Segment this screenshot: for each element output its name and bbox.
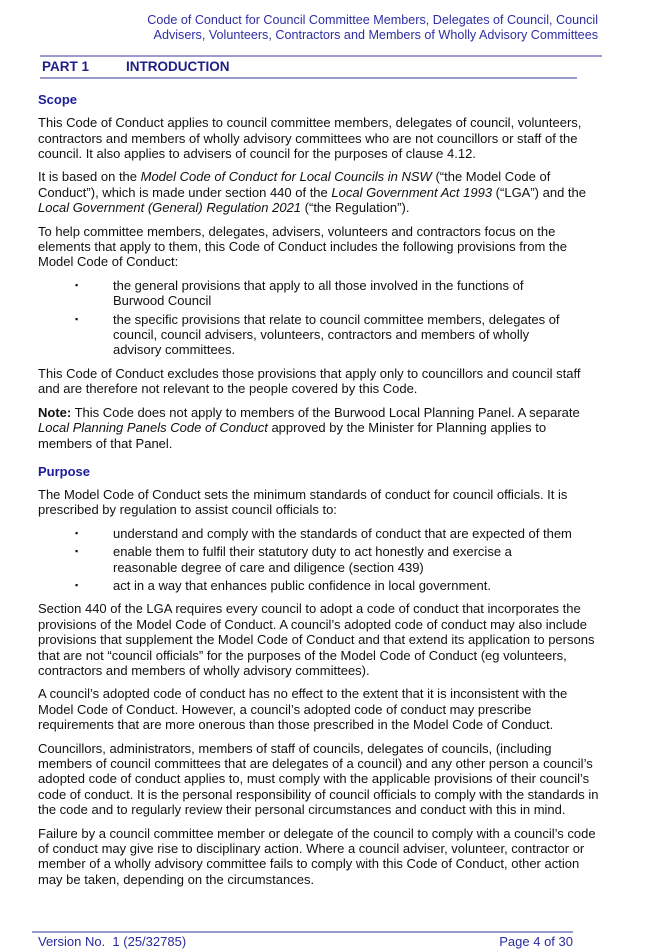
footer-row [32, 933, 573, 949]
text-run-italic: Local Government (General) Regulation 2021 [38, 200, 302, 216]
scope-paragraph-3: To help committee members, delegates, advisers, volunteers and contractors focus on the elements that apply to them, this Code of Conduct includes the following provisions from the Model Code of Conduct: [38, 223, 567, 270]
purpose-paragraph-5: Failure by a council committee member or delegate of the council to comply with a council’s code of conduct may give rise to disciplinary action. Where a council adviser, volunteer, contractor or member of a wholly advisory committee fails to comply with this Code of Conduct, other action may be taken, depending on the circumstances. [38, 825, 596, 887]
bullet-icon: ▪ [75, 546, 79, 557]
bullet-text: enable them to fulfil their statutory duty to act honestly and exercise a reasonable degree of care and diligence (section 439) [113, 544, 512, 575]
bullet-text: act in a way that enhances public confidence in local government. [113, 577, 491, 593]
scope-paragraph-4: This Code of Conduct excludes those provisions that apply only to councillors and council staff and are therefore not relevant to the people covered by this Code. [38, 365, 581, 397]
text-run-italic: Local Planning Panels Code of Conduct [38, 420, 268, 436]
text-run: (“the Model Code of Conduct”), which is made under section 440 of the [38, 169, 551, 200]
text-run: (“LGA”) and the [492, 184, 586, 200]
bullet-icon: ▪ [75, 313, 79, 324]
section-heading-scope: Scope [38, 92, 78, 108]
document-header [120, 13, 598, 42]
bullet-icon: ▪ [75, 279, 79, 290]
part-number: PART 1 [42, 59, 90, 75]
text-run-italic: Model Code of Conduct for Local Councils in NSW [140, 169, 432, 185]
scope-note-paragraph [38, 405, 600, 451]
bullet-text: the specific provisions that relate to council committee members, delegates of council, council advisers, volunteers, contractors and members of wholly advisory committees. [113, 311, 560, 358]
bullet-text: the general provisions that apply to all those involved in the functions of Burwood Council [113, 277, 524, 309]
footer-page-number: Page 4 of 30 [499, 934, 573, 949]
purpose-paragraph-4: Councillors, administrators, members of staff of councils, delegates of councils, (including members of council committees that are delegates of a council) and any other person a council’s adopted code of conduct applies to, must comply with the applicable provisions of their council’s code of conduct. It is the personal responsibility of council officials to comply with the standards in the code and to regularly review their personal circumstances and conduct with this in mind. [38, 740, 599, 818]
part-heading [40, 57, 577, 79]
bullet-list-item [75, 544, 575, 575]
text-run: It is based on the [38, 169, 141, 185]
bullet-icon: ▪ [75, 527, 79, 538]
note-label: Note: [38, 404, 72, 420]
text-run: (“the Regulation”). [301, 200, 410, 216]
section-heading-purpose: Purpose [38, 463, 91, 479]
bullet-list-item [75, 578, 575, 593]
text-run: This Code does not apply to members of the Burwood Local Planning Panel. A separate [71, 404, 580, 420]
footer-version: Version No. 1 (25/32785) [38, 934, 187, 949]
purpose-paragraph-3: A council’s adopted code of conduct has no effect to the extent that it is inconsistent with the Model Code of Conduct. However, a council’s adopted code of conduct may prescribe requirements that are more onerous than those prescribed in the Model Code of Conduct. [38, 686, 568, 733]
text-run-italic: Local Government Act 1993 [331, 184, 493, 200]
document-header-line-1: Code of Conduct for Council Committee Members, Delegates of Council, Council [147, 13, 598, 27]
page-footer [32, 931, 573, 949]
bullet-icon: ▪ [75, 579, 79, 590]
scope-paragraph-1: This Code of Conduct applies to council committee members, delegates of council, volunteers, contractors and members of wholly advisory committees who are not councillors or staff of the council. It also applies to advisers of council for the purposes of clause 4.12. [38, 115, 582, 161]
purpose-paragraph-2: Section 440 of the LGA requires every council to adopt a code of conduct that incorporates the provisions of the Model Code of Conduct. A council’s adopted code of conduct may also include provisions that supplement the Model Code of Conduct and that extend its application to persons that are not “council officials” for the purposes of the Model Code of Conduct (eg volunteers, contractors and members of wholly advisory committees). [38, 601, 595, 678]
bullet-list-item [75, 278, 575, 309]
part-title: INTRODUCTION [126, 59, 230, 75]
bullet-list-item [75, 312, 575, 358]
scope-paragraph-2 [38, 169, 600, 215]
text-run: approved by the Minister for Planning applies to members of that Panel. [38, 420, 547, 451]
document-header-line-2: Advisers, Volunteers, Contractors and Members of Wholly Advisory Committees [153, 27, 598, 42]
purpose-paragraph-1: The Model Code of Conduct sets the minimum standards of conduct for council officials. It is prescribed by regulation to assist council officials to: [38, 486, 568, 518]
bullet-text: understand and comply with the standards of conduct that are expected of them [113, 525, 572, 541]
bullet-list-item [75, 526, 575, 541]
